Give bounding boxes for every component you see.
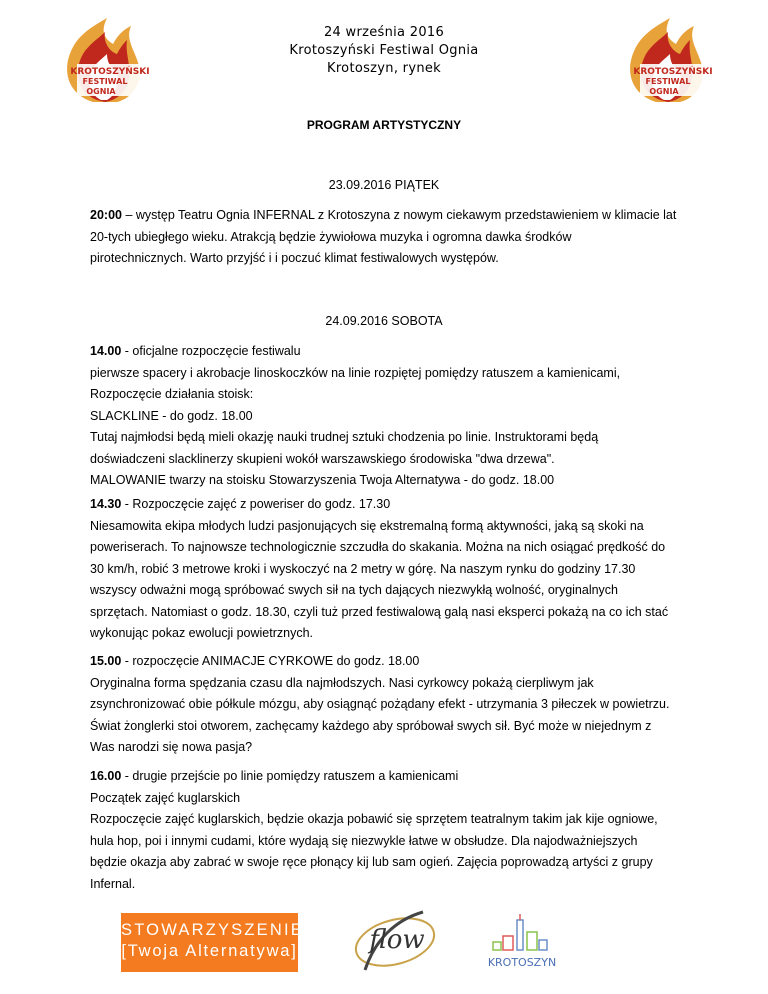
text-line: będzie okazja aby zabrać w swoje ręce płonący kij lub sam ogień. Zajęcia poprowadzą artyści z grupy [90, 855, 653, 869]
text-line: poweriserach. To najnowsze technologicznie szczudła do skakania. Można na nich osiągać prędkość do [90, 540, 666, 554]
saturday-heading: 24.09.2016 SOBOTA [325, 314, 443, 328]
flow-logo [345, 900, 440, 980]
header-festival-name: Krotoszyński Festiwal Ognia [289, 43, 479, 58]
text-line: Rozpoczęcie działania stoisk: [90, 387, 254, 401]
text-line: Świat żonglerki stoi otworem, zachęcamy każdego aby spróbował swych sił. Być może w niejednym z [90, 718, 652, 733]
text-line: Niesamowita ekipa młodych ludzi pasjonujących się ekstremalną formą aktywności, jaką są skoki na [90, 518, 644, 533]
header-location: Krotoszyn, rynek [327, 61, 441, 76]
svg-text:OGNIA: OGNIA [86, 87, 116, 96]
event-block-1430 [90, 494, 690, 645]
text-line: zsynchronizować obie półkule mózgu, aby osiągnąć pożądany efekt - utrzymania 3 piłeczek w powietrzu. [90, 697, 670, 711]
text-line: MALOWANIE twarzy na stoisku Stowarzyszenia Twoja Alternatywa - do godz. 18.00 [90, 473, 555, 487]
svg-text:KROTOSZYŃSKI: KROTOSZYŃSKI [633, 67, 713, 77]
stowarzyszenie-logo [121, 913, 304, 972]
text-line: hula hop, poi i innymi cudami, które wydają się niezwykle łatwe w obsłudze. Dla najodważniejszych [90, 833, 638, 848]
text-line: pierwsze spacery i akrobacje linoskoczków na linie rozpiętej pomiędzy ratuszem a kamienicami, [90, 365, 621, 380]
stow-line1: STOWARZYSZENIE [121, 921, 304, 939]
program-title: PROGRAM ARTYSTYCZNY [306, 118, 462, 132]
text-line: sprzętach. Natomiast o godz. 18.30, czyli tuż przed festiwalową galą nasi eksperci pokażą na co ich stać [90, 604, 669, 619]
text-line: wszyscy odważni mogą spróbować swych sił na tych dających niezwykłą wolność, oryginalnych [90, 583, 619, 597]
krotoszyn-logo [477, 914, 572, 984]
text-line: Oryginalna forma spędzania czasu dla najmłodszych. Nasi cyrkowcy pokażą cierpliwym jak [90, 675, 594, 690]
friday-event [90, 205, 690, 270]
event-block-1600 [90, 766, 690, 895]
event-time: 15.00 [90, 654, 122, 668]
event-first-line: 14.30 - Rozpoczęcie zajęć z poweriser do godz. 17.30 [90, 497, 391, 511]
text-line: Was narodzi się nowa pasja? [90, 740, 253, 754]
header-date: 24 września 2016 [323, 25, 445, 40]
stow-line2: [Twoja Alternatywa] [121, 942, 298, 960]
event-first-line: 14.00 - oficjalne rozpoczęcie festiwalu [90, 344, 301, 358]
event-first-line: 16.00 - drugie przejście po linie pomiędzy ratuszem a kamienicami [90, 769, 459, 783]
event-time: 14.00 [90, 344, 122, 358]
svg-text:FESTIWAL: FESTIWAL [645, 77, 691, 86]
text-line: wykonując pokaz ewolucji powietrznych. [90, 626, 314, 640]
text-line: pirotechnicznych. Warto przyjść i i poczuć klimat festiwalowych występów. [90, 251, 499, 265]
text-line: 20-tych ubiegłego wieku. Atrakcją będzie żywiołowa muzyka i ogromna dawka środków [90, 229, 572, 244]
event-time: 14.30 [90, 497, 122, 511]
friday-heading: 23.09.2016 PIĄTEK [328, 178, 440, 192]
svg-text:KROTOSZYŃSKI: KROTOSZYŃSKI [70, 67, 150, 77]
event-block-1400 [90, 341, 690, 492]
svg-text:flow: flow [369, 925, 425, 955]
text-line: Rozpoczęcie zajęć kuglarskich, będzie okazja pobawić się sprzętem teatralnym takim jak kije ogniowe, [90, 812, 658, 826]
text-line: Infernal. [90, 876, 136, 891]
svg-text:OGNIA: OGNIA [649, 87, 679, 96]
text-line: SLACKLINE - do godz. 18.00 [90, 408, 253, 423]
event-time: 20:00 [90, 208, 122, 222]
friday-first-line: 20:00 – występ Teatru Ognia INFERNAL z Krotoszyna z nowym ciekawym przedstawieniem w klimacie lat [90, 208, 677, 222]
event-first-line: 15.00 - rozpoczęcie ANIMACJE CYRKOWE do godz. 18.00 [90, 654, 420, 668]
text-line: Początek zajęć kuglarskich [90, 790, 241, 805]
text-line: doświadczeni slacklinerzy skupieni wokół warszawskiego środowiska "dwa drzewa". [90, 451, 555, 466]
text-line: 30 km/h, robić 3 metrowe kroki i wyskoczyć na 2 metry w górę. Na naszym rynku do godziny 17.30 [90, 561, 636, 576]
event-block-1500 [90, 651, 690, 759]
text-line: Tutaj najmłodsi będą mieli okazję nauki trudnej sztuki chodzenia po linie. Instruktorami będą [90, 430, 599, 444]
svg-text:KROTOSZYN: KROTOSZYN [487, 956, 557, 969]
event-time: 16.00 [90, 769, 122, 783]
svg-text:FESTIWAL: FESTIWAL [82, 77, 128, 86]
